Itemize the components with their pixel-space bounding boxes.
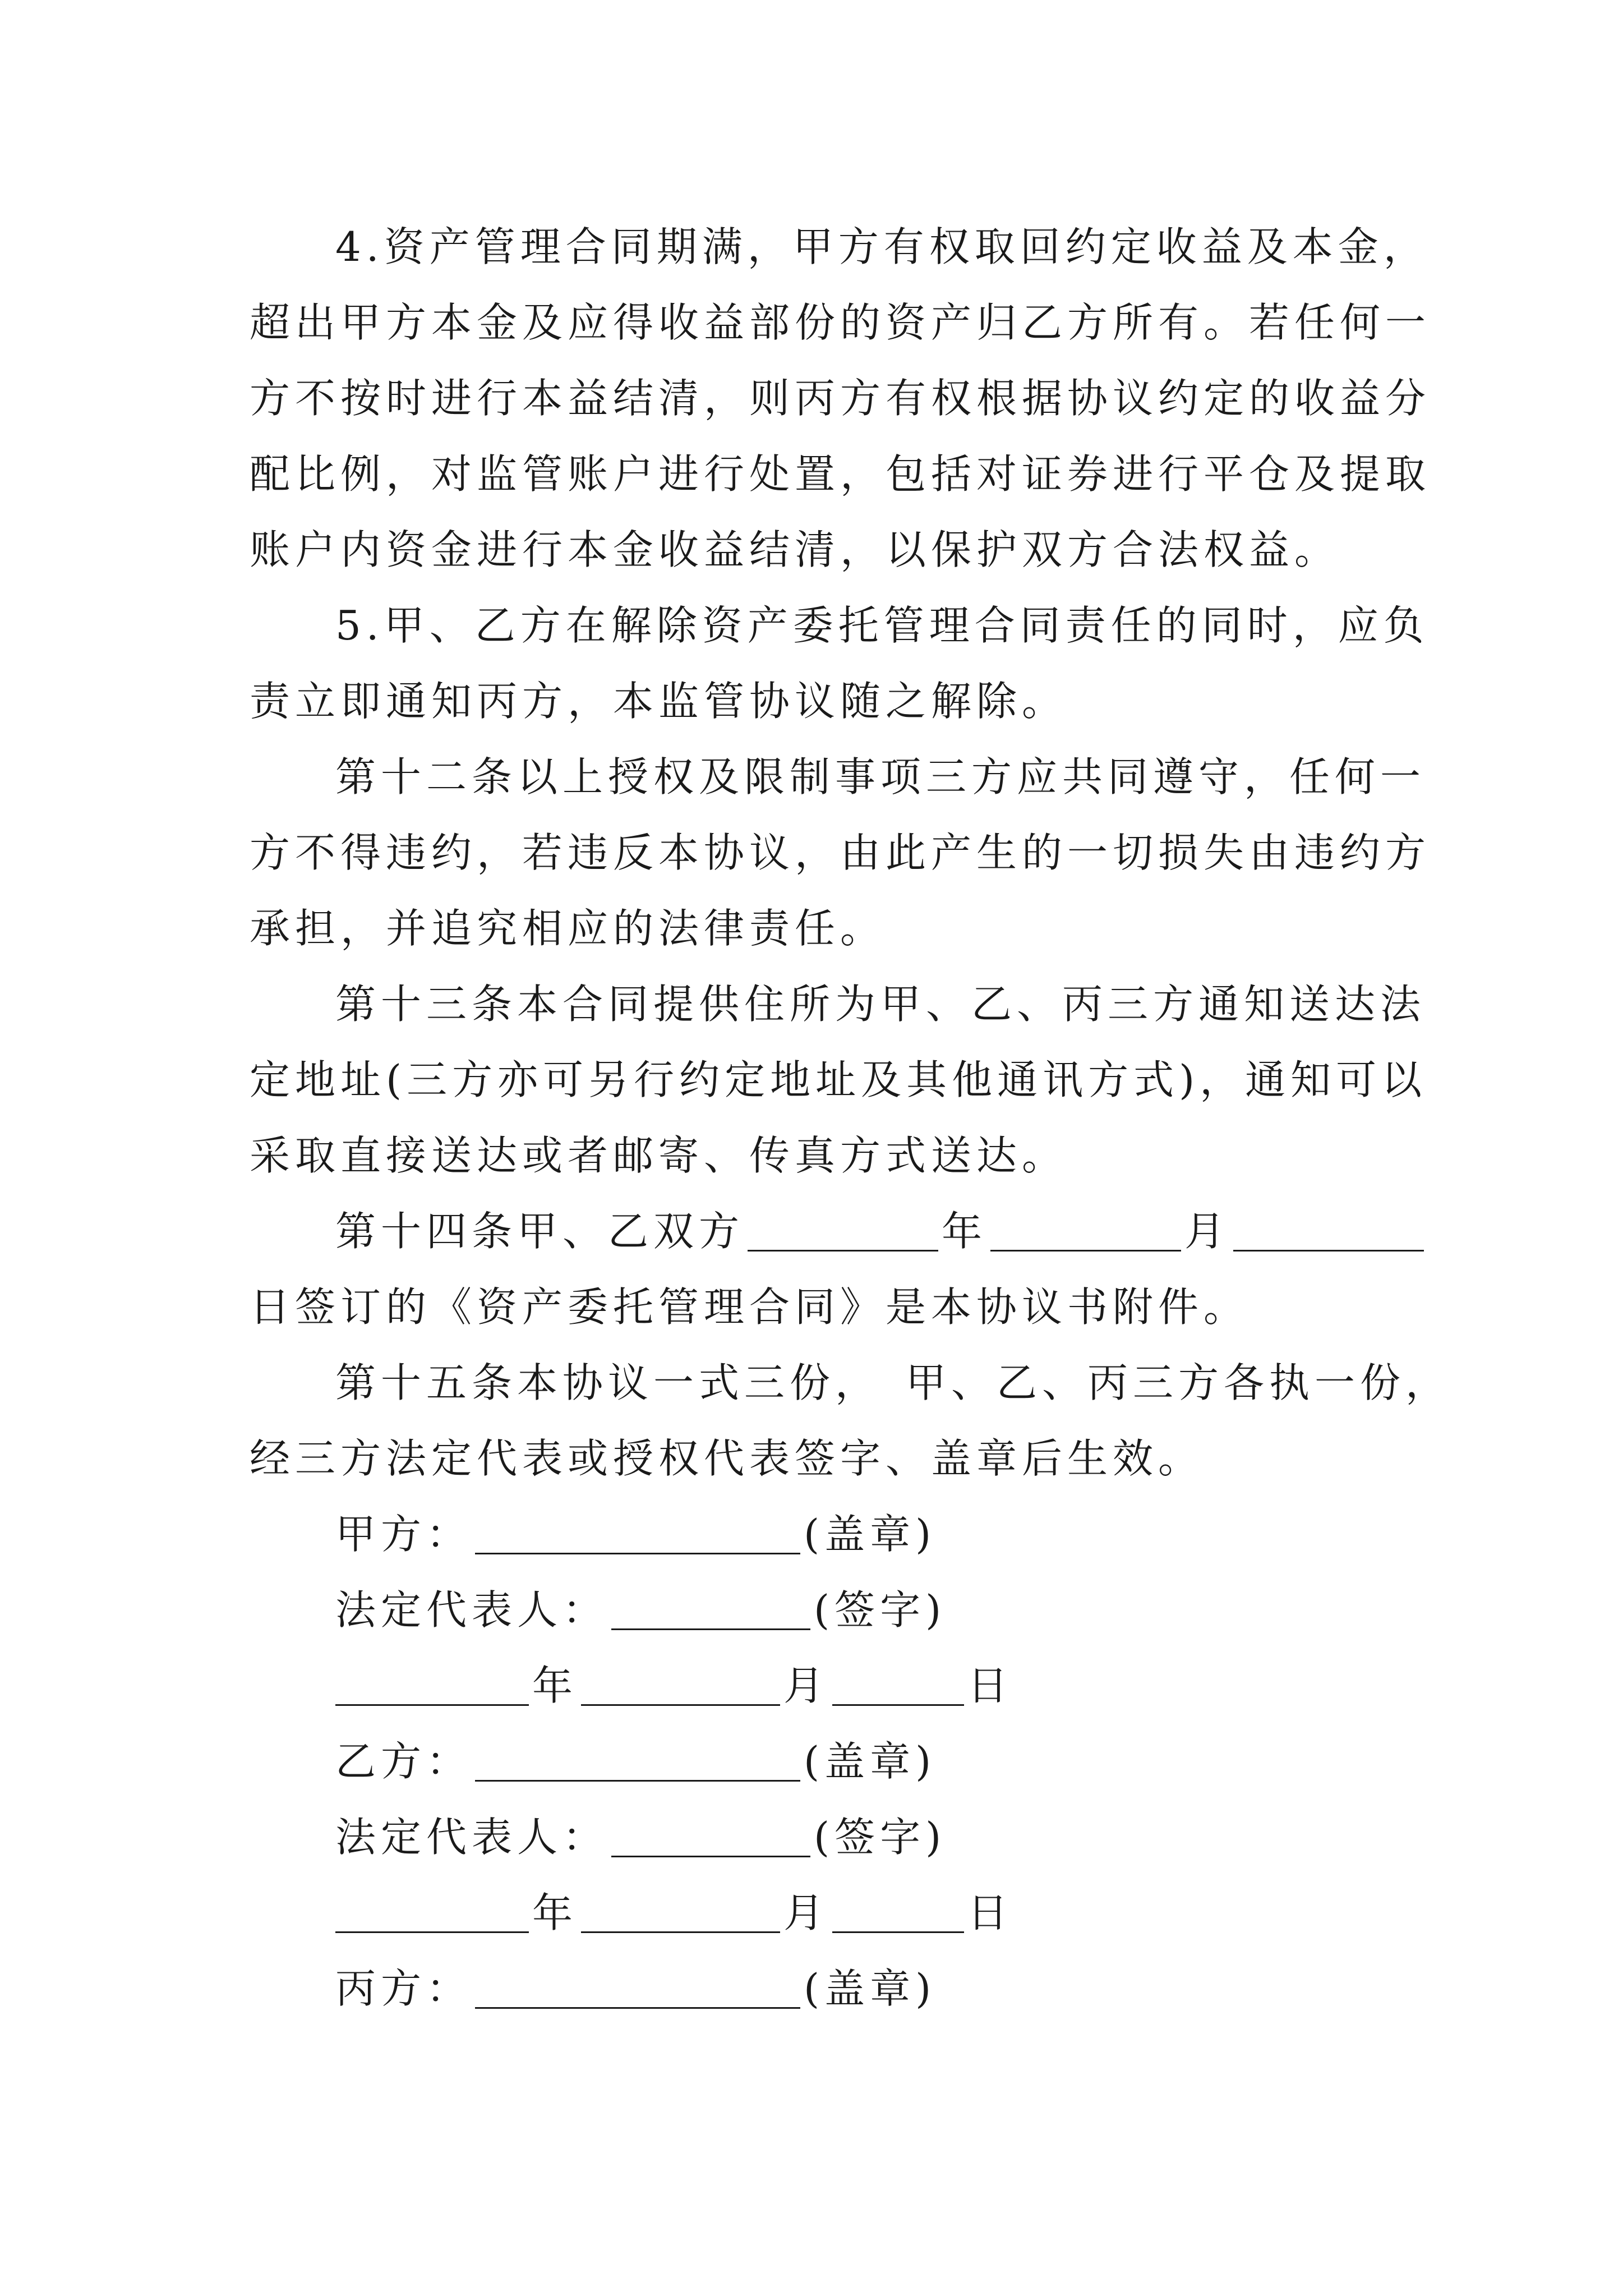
- date-b-month-blank[interactable]: [581, 1891, 780, 1933]
- paragraph-line: 方不按时进行本益结清，则丙方有权根据协议约定的收益分: [250, 375, 1431, 422]
- date-b-year-blank[interactable]: [335, 1891, 529, 1933]
- day-blank[interactable]: [1233, 1209, 1424, 1251]
- paragraph-line: 第十三条本合同提供住所为甲、乙、丙三方通知送达法: [335, 981, 1426, 1028]
- seal-label: (盖章): [804, 1965, 937, 2012]
- month-label: 月: [1184, 1208, 1230, 1255]
- date-b-line: [335, 1885, 1013, 1941]
- year-label: 年: [532, 1889, 578, 1936]
- year-label: 年: [942, 1208, 988, 1255]
- article-15-line2: 经三方法定代表或授权代表签字、盖章后生效。: [250, 1435, 1204, 1482]
- paragraph-line: 5.甲、乙方在解除资产委托管理合同责任的同时，应负: [335, 602, 1429, 649]
- month-blank[interactable]: [990, 1209, 1181, 1251]
- party-b-label: 乙方：: [335, 1738, 472, 1785]
- party-a-label: 甲方：: [335, 1511, 472, 1558]
- party-c-blank[interactable]: [475, 1967, 800, 2009]
- rep-b-blank[interactable]: [611, 1815, 810, 1857]
- rep-a-sign-line: [335, 1582, 946, 1638]
- paragraph-line: 账户内资金进行本金收益结清，以保护双方合法权益。: [250, 526, 1340, 573]
- party-b-seal-line: [335, 1733, 936, 1789]
- sign-label: (签字): [814, 1814, 947, 1861]
- paragraph-line: 责立即通知丙方，本监管协议随之解除。: [250, 678, 1068, 725]
- month-label: 月: [783, 1662, 829, 1709]
- day-label: 日: [967, 1662, 1013, 1709]
- date-a-year-blank[interactable]: [335, 1664, 529, 1706]
- sign-label: (签字): [814, 1586, 947, 1634]
- rep-a-blank[interactable]: [611, 1588, 810, 1630]
- date-a-line: [335, 1658, 1013, 1714]
- paragraph-line: 第十二条以上授权及限制事项三方应共同遵守，任何一: [335, 753, 1426, 800]
- paragraph-line: 方不得违约，若违反本协议，由此产生的一切损失由违约方: [250, 829, 1431, 876]
- article-14-prefix: 第十四条甲、乙双方: [335, 1208, 745, 1255]
- paragraph-line: 配比例，对监管账户进行处置，包括对证券进行平仓及提取: [250, 450, 1431, 498]
- party-a-seal-line: [335, 1506, 936, 1562]
- party-a-blank[interactable]: [475, 1512, 800, 1554]
- paragraph-line: 4.资产管理合同期满，甲方有权取回约定收益及本金，: [335, 223, 1429, 270]
- rep-a-label: 法定代表人：: [335, 1586, 608, 1634]
- day-label: 日: [967, 1889, 1013, 1936]
- party-b-blank[interactable]: [475, 1740, 800, 1782]
- seal-label: (盖章): [804, 1511, 937, 1558]
- date-b-day-blank[interactable]: [832, 1891, 964, 1933]
- article-15-line1: 第十五条本协议一式三份， 甲、乙、丙三方各执一份，: [335, 1359, 1451, 1406]
- party-c-seal-line: [335, 1961, 936, 2017]
- rep-b-sign-line: [335, 1809, 946, 1865]
- seal-label: (盖章): [804, 1738, 937, 1785]
- rep-b-label: 法定代表人：: [335, 1814, 608, 1861]
- paragraph-line: 超出甲方本金及应得收益部份的资产归乙方所有。若任何一: [250, 299, 1431, 346]
- date-a-month-blank[interactable]: [581, 1664, 780, 1706]
- year-blank[interactable]: [748, 1209, 938, 1251]
- article-14-line1: [335, 1203, 1427, 1259]
- month-label: 月: [783, 1889, 829, 1936]
- party-c-label: 丙方：: [335, 1965, 472, 2012]
- year-label: 年: [532, 1662, 578, 1709]
- article-14-line2: 日签订的《资产委托管理合同》是本协议书附件。: [250, 1283, 1249, 1331]
- paragraph-line: 承担，并追究相应的法律责任。: [250, 905, 886, 952]
- paragraph-line: 采取直接送达或者邮寄、传真方式送达。: [250, 1132, 1068, 1179]
- paragraph-line: 定地址(三方亦可另行约定地址及其他通讯方式)，通知可以: [250, 1056, 1427, 1103]
- date-a-day-blank[interactable]: [832, 1664, 964, 1706]
